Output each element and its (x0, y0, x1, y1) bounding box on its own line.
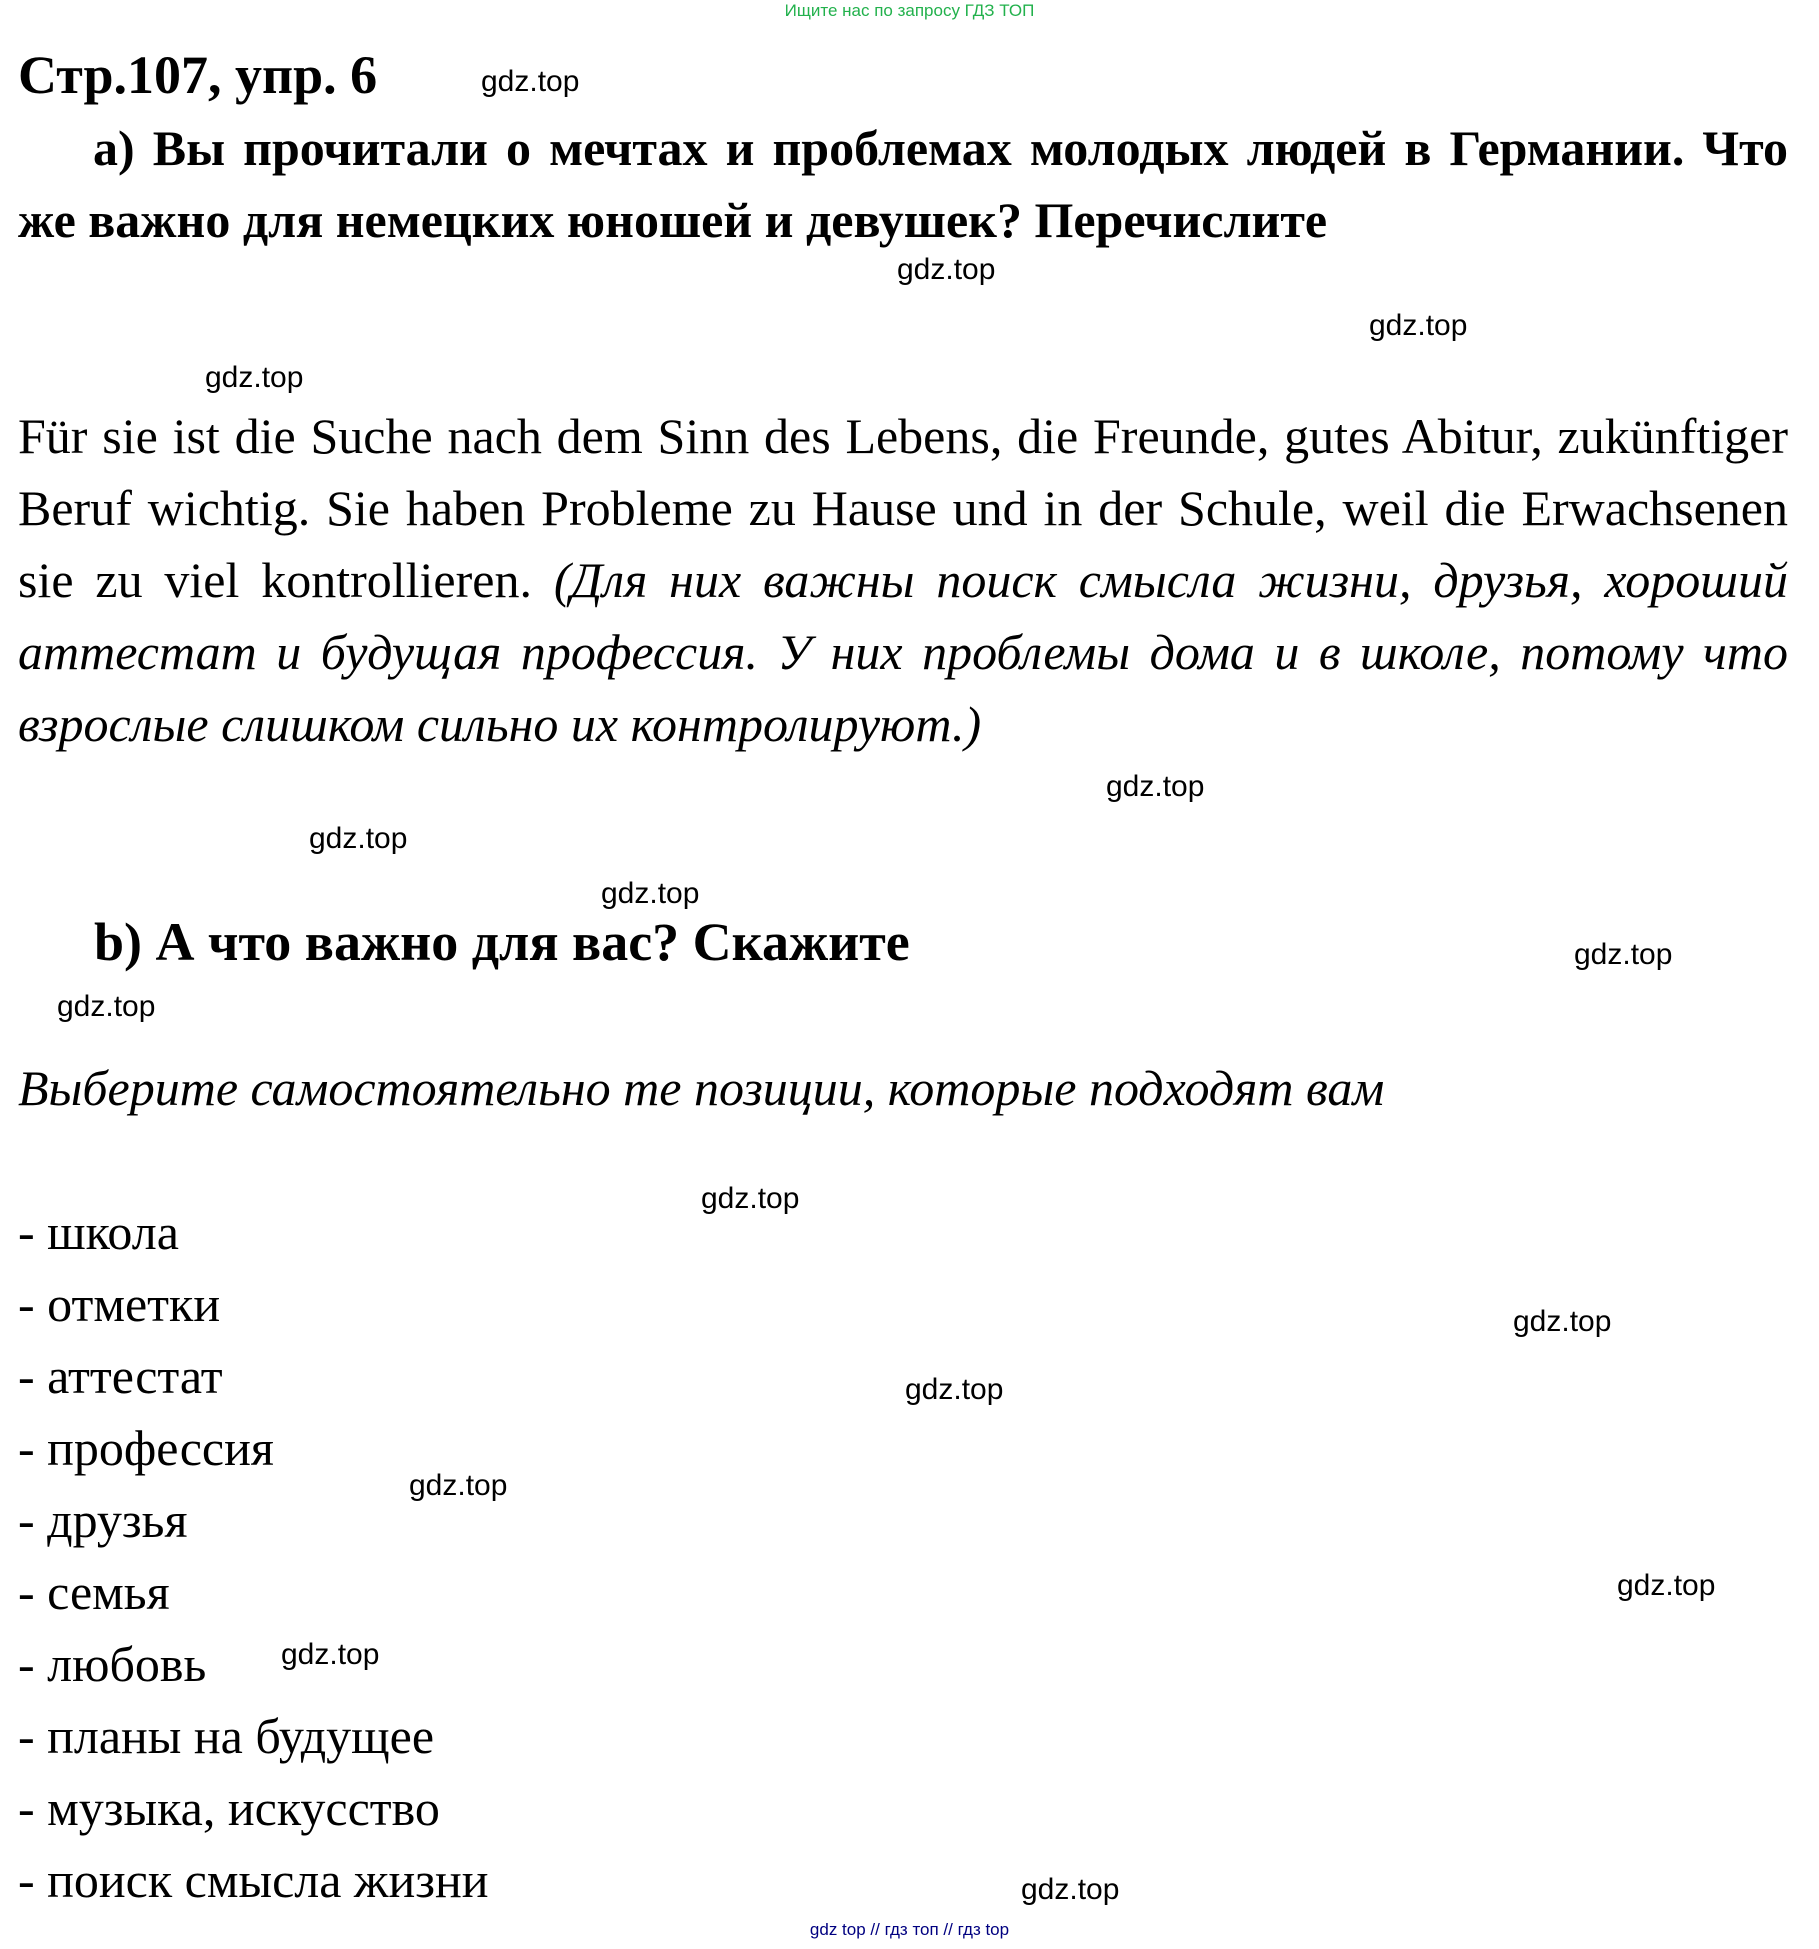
watermark: gdz.top (897, 253, 996, 286)
watermark: gdz.top (1021, 1873, 1120, 1906)
list-item: - школа (18, 1204, 179, 1260)
list-item: - любовь (18, 1636, 207, 1692)
answer-german: Für sie ist die Suche nach dem Sinn des Lebens, die Freunde, gutes Abitur, zukünftiger Beruf wichtig. Sie haben Probleme zu Hause und in der Schule, weil die Erwachsenen sie zu viel kontrollieren. (18, 408, 1788, 608)
options-list (18, 1196, 488, 1916)
watermark: gdz.top (1617, 1569, 1716, 1602)
watermark: gdz.top (1369, 309, 1468, 342)
list-item: - друзья (18, 1492, 188, 1548)
answer-paragraph (18, 400, 1788, 760)
list-item: - планы на будущее (18, 1708, 435, 1764)
watermark: gdz.top (409, 1469, 508, 1502)
top-banner: Ищите нас по запросу ГДЗ ТОП (784, 1, 1035, 20)
watermark: gdz.top (601, 877, 700, 910)
page-title: Стр.107, упр. 6 (18, 45, 378, 105)
watermark: gdz.top (1574, 938, 1673, 971)
list-item: - аттестат (18, 1348, 223, 1404)
list-item: - отметки (18, 1276, 221, 1332)
watermark: gdz.top (1513, 1305, 1612, 1338)
watermark: gdz.top (57, 990, 156, 1023)
watermark: gdz.top (905, 1373, 1004, 1406)
list-item: - поиск смысла жизни (18, 1852, 489, 1908)
task-b-heading: b) А что важно для вас? Скажите (94, 912, 910, 972)
list-item: - музыка, искусство (18, 1780, 440, 1836)
task-a-heading: a) Вы прочитали о мечтах и проблемах молодых людей в Германии. Что же важно для немецких юношей и девушек? Перечислите (18, 120, 1788, 248)
watermark: gdz.top (281, 1638, 380, 1671)
watermark: gdz.top (701, 1182, 800, 1215)
answer-russian: (Для них важны поиск смысла жизни, друзья, хороший аттестат и будущая профессия. У них проблемы дома и в школе, потому что взрослые слишком сильно их контролируют.) (18, 552, 1789, 752)
watermark: gdz.top (1106, 770, 1205, 803)
list-item: - профессия (18, 1420, 274, 1476)
watermark: gdz.top (481, 65, 580, 98)
bottom-footer: gdz top // гдз топ // гдз top (809, 1920, 1010, 1939)
watermark: gdz.top (309, 822, 408, 855)
watermark: gdz.top (205, 361, 304, 394)
instruction-text: Выберите самостоятельно те позиции, которые подходят вам (18, 1060, 1385, 1116)
list-item: - семья (18, 1564, 170, 1620)
